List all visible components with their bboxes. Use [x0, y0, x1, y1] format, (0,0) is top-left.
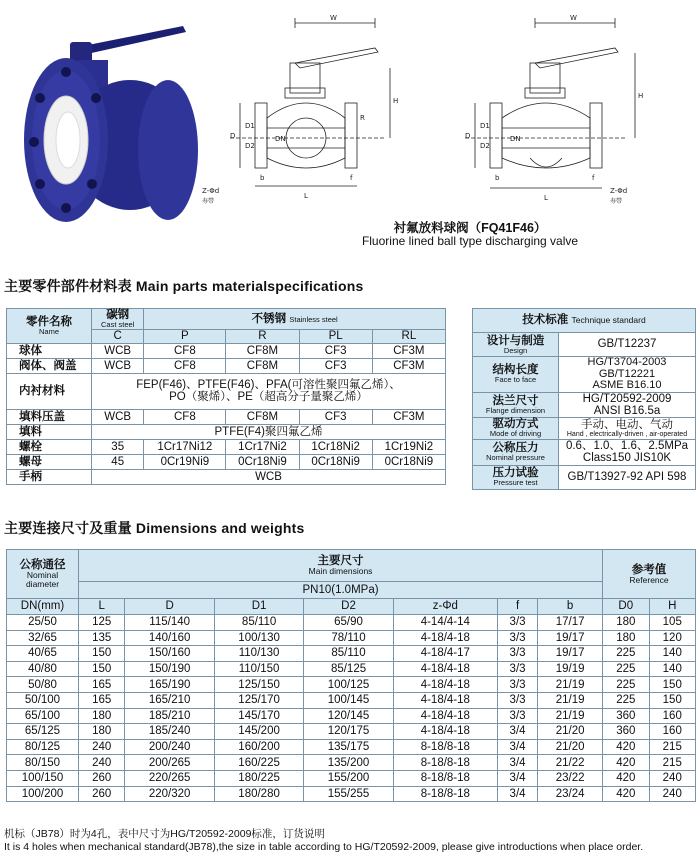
cell: 135: [79, 630, 125, 646]
table-row: 螺栓 35 1Cr17Ni12 1Cr17Ni2 1Cr18Ni2 1Cr19Ni2: [7, 439, 446, 454]
cell: 4-18/4-18: [393, 630, 497, 646]
table-row: 法兰尺寸 Flange dimension HG/T20592-2009 ANSI B16.5a: [473, 392, 696, 417]
table-row: 公称压力 Nominal pressure 0.6、1.0、1.6、2.5MPa Class150 JIS10K: [473, 439, 696, 465]
cell: 4-18/4-18: [393, 708, 497, 724]
table-row: 手柄 WCB: [7, 469, 446, 484]
cell: 21/19: [538, 708, 603, 724]
cell: 115/140: [125, 615, 214, 631]
cell: 23/22: [538, 770, 603, 786]
table-row: 球体 WCB CF8 CF8M CF3 CF3M: [7, 343, 446, 358]
cell: 100/125: [304, 677, 393, 693]
cell: 100/200: [7, 786, 79, 802]
table-row: 结构长度 Face to face HG/T3704-2003 GB/T12221 ASME B16.10: [473, 357, 696, 393]
cell: 200/240: [125, 739, 214, 755]
cell: 140: [649, 661, 696, 677]
materials-section-title: 主要零件部件材料表 Main parts materialspecifications: [4, 278, 364, 294]
cell: 125/150: [214, 677, 303, 693]
table-row: 阀体、阀盖 WCB CF8 CF8M CF3 CF3M: [7, 358, 446, 373]
table-row: [7, 630, 696, 646]
cell: 65/125: [7, 724, 79, 740]
cell: 225: [603, 661, 649, 677]
cell: 225: [603, 677, 649, 693]
dimensions-section-title: 主要连接尺寸及重量 Dimensions and weights: [4, 520, 305, 536]
table-row: 螺母 45 0Cr19Ni9 0Cr18Ni9 0Cr18Ni9 0Cr18Ni9: [7, 454, 446, 469]
cell: 25/50: [7, 615, 79, 631]
cell: 150: [649, 692, 696, 708]
cell: 19/17: [538, 630, 603, 646]
order-note-cn: 机标（JB78）时为4孔，表中尺寸为HG/T20592-2009标准，订货说明: [4, 828, 325, 840]
cell: 240: [79, 739, 125, 755]
col-header: D0: [603, 599, 649, 615]
technique-table: [472, 308, 696, 490]
cell: 165/190: [125, 677, 214, 693]
cell: 3/4: [497, 724, 537, 740]
dim-label: b: [495, 174, 500, 182]
cell: 150: [79, 661, 125, 677]
cell: 125: [79, 615, 125, 631]
cell: 3/3: [497, 661, 537, 677]
dim-label: L: [544, 194, 548, 202]
section-drawing-b: [440, 8, 655, 208]
dim-label: D: [230, 132, 236, 140]
cell: 260: [79, 786, 125, 802]
col-header: D2: [304, 599, 393, 615]
cell: 150/190: [125, 661, 214, 677]
cell: 240: [649, 770, 696, 786]
col-header: L: [79, 599, 125, 615]
section-drawing-a: [200, 8, 420, 208]
cell: 50/80: [7, 677, 79, 693]
cell: 135/175: [304, 739, 393, 755]
cell: 3/4: [497, 739, 537, 755]
cell: 105: [649, 615, 696, 631]
cell: 165: [79, 692, 125, 708]
cell: 3/4: [497, 770, 537, 786]
cell: 180: [603, 630, 649, 646]
cell: 140/160: [125, 630, 214, 646]
cell: 240: [649, 786, 696, 802]
cell: 185/210: [125, 708, 214, 724]
col-header: b: [538, 599, 603, 615]
table-row: [7, 708, 696, 724]
cell: 65/90: [304, 615, 393, 631]
cell: 100/145: [304, 692, 393, 708]
cell: 3/3: [497, 677, 537, 693]
cell: 3/3: [497, 708, 537, 724]
cell: 85/125: [304, 661, 393, 677]
cell: 35: [92, 439, 144, 454]
cell: 1Cr17Ni2: [226, 439, 299, 454]
cell: 100/150: [7, 770, 79, 786]
dim-label: D1: [480, 122, 490, 130]
dim-label: b: [260, 174, 265, 182]
header-code: RL: [372, 329, 445, 343]
product-figure: [0, 0, 700, 250]
figure-caption-en: Fluorine lined ball type discharging valve: [361, 234, 579, 248]
cell: 4-18/4-18: [393, 692, 497, 708]
cell: CF3: [299, 409, 372, 424]
col-header: D: [125, 599, 214, 615]
cell: 8-18/8-18: [393, 739, 497, 755]
cell: 4-18/4-17: [393, 646, 497, 662]
cell: 21/20: [538, 724, 603, 740]
cell: 420: [603, 755, 649, 771]
table-row: 压力试验 Pressure test GB/T13927-92 API 598: [473, 465, 696, 489]
cell: 180/280: [214, 786, 303, 802]
cell: 1Cr17Ni12: [144, 439, 226, 454]
dim-label: D2: [245, 142, 255, 150]
col-header: H: [649, 599, 696, 615]
dim-label: W: [570, 14, 577, 22]
table-row: [7, 786, 696, 802]
cell: 160: [649, 724, 696, 740]
cell: 165/210: [125, 692, 214, 708]
cell: CF8: [144, 358, 226, 373]
figure-caption-cn: 衬氟放料球阀（FQ41F46）: [393, 221, 547, 235]
cell: 145/170: [214, 708, 303, 724]
cell: 19/17: [538, 646, 603, 662]
cell: 360: [603, 724, 649, 740]
dim-label: Z-Φd: [202, 187, 220, 195]
cell: 215: [649, 755, 696, 771]
dimensions-table: [6, 549, 696, 802]
cell: 1Cr19Ni2: [372, 439, 445, 454]
cell: 120/175: [304, 724, 393, 740]
header-pressure: PN10(1.0MPa): [79, 582, 603, 599]
cell: 420: [603, 770, 649, 786]
cell: CF8M: [226, 358, 299, 373]
cell: WCB: [92, 358, 144, 373]
cell: 80/125: [7, 739, 79, 755]
cell: 110/150: [214, 661, 303, 677]
cell: 155/255: [304, 786, 393, 802]
cell: 21/22: [538, 755, 603, 771]
cell: WCB: [92, 469, 446, 484]
cell: 120: [649, 630, 696, 646]
cell: 215: [649, 739, 696, 755]
dim-label: 寿带: [202, 198, 215, 205]
dim-label: f: [592, 174, 595, 182]
dim-label: D: [465, 132, 471, 140]
header-stainless-steel: 不锈钢 Stainless steel: [144, 309, 446, 330]
cell: 155/200: [304, 770, 393, 786]
dim-label: Z-Φd: [610, 187, 628, 195]
cell: 160/200: [214, 739, 303, 755]
cell: 8-18/8-18: [393, 786, 497, 802]
header-code: R: [226, 329, 299, 343]
cell: CF8: [144, 343, 226, 358]
cell: 21/19: [538, 692, 603, 708]
cell: 3/3: [497, 646, 537, 662]
cell: 150/160: [125, 646, 214, 662]
cell: 120/145: [304, 708, 393, 724]
dim-label: R: [360, 114, 365, 122]
cell: 4-14/4-14: [393, 615, 497, 631]
cell: 140: [649, 646, 696, 662]
cell: 220/320: [125, 786, 214, 802]
cell: CF3M: [372, 343, 445, 358]
cell: 360: [603, 708, 649, 724]
dim-label: f: [350, 174, 353, 182]
col-header: f: [497, 599, 537, 615]
header-cast-steel: 碳钢 Cast steel: [92, 309, 144, 330]
cell: 165: [79, 677, 125, 693]
table-row: 内衬材料 FEP(F46)、PTFE(F46)、PFA(可溶性聚四氟乙烯）、 PO（聚烯）、PE（超高分子量聚乙烯）: [7, 373, 446, 409]
cell: 220/265: [125, 770, 214, 786]
cell: 180: [79, 724, 125, 740]
cell: 3/4: [497, 786, 537, 802]
dim-label: D2: [480, 142, 490, 150]
cell: CF3M: [372, 409, 445, 424]
cell: 19/19: [538, 661, 603, 677]
dimensions-body: [7, 615, 696, 802]
cell: 240: [79, 755, 125, 771]
cell: 150: [79, 646, 125, 662]
cell: 420: [603, 786, 649, 802]
cell: CF8M: [226, 343, 299, 358]
cell: 78/110: [304, 630, 393, 646]
cell: 180/225: [214, 770, 303, 786]
table-row: [7, 724, 696, 740]
cell: 21/19: [538, 677, 603, 693]
cell: 4-18/4-18: [393, 677, 497, 693]
table-row: 驱动方式 Mode of driving 手动、电动、气动 Hand , electrically-driven , air-operated: [473, 417, 696, 439]
cell: CF3M: [372, 358, 445, 373]
col-header: D1: [214, 599, 303, 615]
cell: 4-18/4-18: [393, 661, 497, 677]
table-row: [7, 661, 696, 677]
cell: 8-18/8-18: [393, 755, 497, 771]
cell: 225: [603, 692, 649, 708]
col-header: DN(mm): [7, 599, 79, 615]
cell: 0Cr19Ni9: [144, 454, 226, 469]
cell: PTFE(F4)聚四氟乙烯: [92, 424, 446, 439]
dim-label: DN: [275, 135, 286, 143]
table-row: [7, 692, 696, 708]
cell: 225: [603, 646, 649, 662]
cell: WCB: [92, 343, 144, 358]
order-note-en: It is 4 holes when mechanical standard(JB78),the size in table according to HG/T20592-2009, please give introductions when place order.: [4, 841, 644, 853]
cell: 80/150: [7, 755, 79, 771]
cell: 40/80: [7, 661, 79, 677]
table-row: [7, 646, 696, 662]
cell: 0Cr18Ni9: [372, 454, 445, 469]
cell: WCB: [92, 409, 144, 424]
cell: 100/130: [214, 630, 303, 646]
cell: 180: [79, 708, 125, 724]
cell: 23/24: [538, 786, 603, 802]
cell: 3/3: [497, 692, 537, 708]
header-reference: 参考值 Reference: [603, 550, 696, 599]
dim-label: W: [330, 14, 337, 22]
cell: 260: [79, 770, 125, 786]
cell: 1Cr18Ni2: [299, 439, 372, 454]
header-code: C: [92, 329, 144, 343]
lining-cell: FEP(F46)、PTFE(F46)、PFA(可溶性聚四氟乙烯）、 PO（聚烯）、PE（超高分子量聚乙烯）: [92, 373, 446, 409]
cell: 50/100: [7, 692, 79, 708]
cell: 160/225: [214, 755, 303, 771]
dim-label: L: [304, 192, 308, 200]
cell: 145/200: [214, 724, 303, 740]
cell: 17/17: [538, 615, 603, 631]
cell: 3/3: [497, 630, 537, 646]
cell: 150: [649, 677, 696, 693]
cell: 160: [649, 708, 696, 724]
table-row: 填料 PTFE(F4)聚四氟乙烯: [7, 424, 446, 439]
dim-label: 寿带: [610, 198, 623, 205]
cell: 4-18/4-18: [393, 724, 497, 740]
cell: CF3: [299, 343, 372, 358]
cell: CF8M: [226, 409, 299, 424]
table-row: [7, 755, 696, 771]
cell: 40/65: [7, 646, 79, 662]
cell: 21/20: [538, 739, 603, 755]
cell: 110/130: [214, 646, 303, 662]
cell: 420: [603, 739, 649, 755]
table-row: [7, 677, 696, 693]
cell: CF3: [299, 358, 372, 373]
cell: 135/200: [304, 755, 393, 771]
materials-table: [6, 308, 446, 485]
cell: 180: [603, 615, 649, 631]
col-header: z-Φd: [393, 599, 497, 615]
cell: 3/3: [497, 615, 537, 631]
dim-label: H: [638, 92, 644, 100]
valve-photo: [18, 20, 203, 225]
cell: 32/65: [7, 630, 79, 646]
cell: 3/4: [497, 755, 537, 771]
table-row: 设计与制造 Design GB/T12237: [473, 333, 696, 357]
cell: CF8: [144, 409, 226, 424]
header-part-name: 零件名称 Name: [7, 309, 92, 344]
cell: 185/240: [125, 724, 214, 740]
header-code: P: [144, 329, 226, 343]
cell: 85/110: [304, 646, 393, 662]
cell: 0Cr18Ni9: [299, 454, 372, 469]
header-code: PL: [299, 329, 372, 343]
cell: 45: [92, 454, 144, 469]
header-main-dimensions: 主要尺寸 Main dimensions: [79, 550, 603, 582]
technique-title: 技术标准 Technique standard: [473, 309, 696, 333]
cell: 0Cr18Ni9: [226, 454, 299, 469]
table-row: 填料压盖 WCB CF8 CF8M CF3 CF3M: [7, 409, 446, 424]
table-row: [7, 615, 696, 631]
cell: 125/170: [214, 692, 303, 708]
header-nominal-diameter: 公称通径 Nominal diameter: [7, 550, 79, 599]
dim-label: D1: [245, 122, 255, 130]
dim-label: H: [393, 97, 399, 105]
cell: 200/265: [125, 755, 214, 771]
table-row: [7, 770, 696, 786]
table-row: [7, 739, 696, 755]
cell: 8-18/8-18: [393, 770, 497, 786]
dim-label: DN: [510, 135, 521, 143]
cell: 85/110: [214, 615, 303, 631]
cell: 65/100: [7, 708, 79, 724]
